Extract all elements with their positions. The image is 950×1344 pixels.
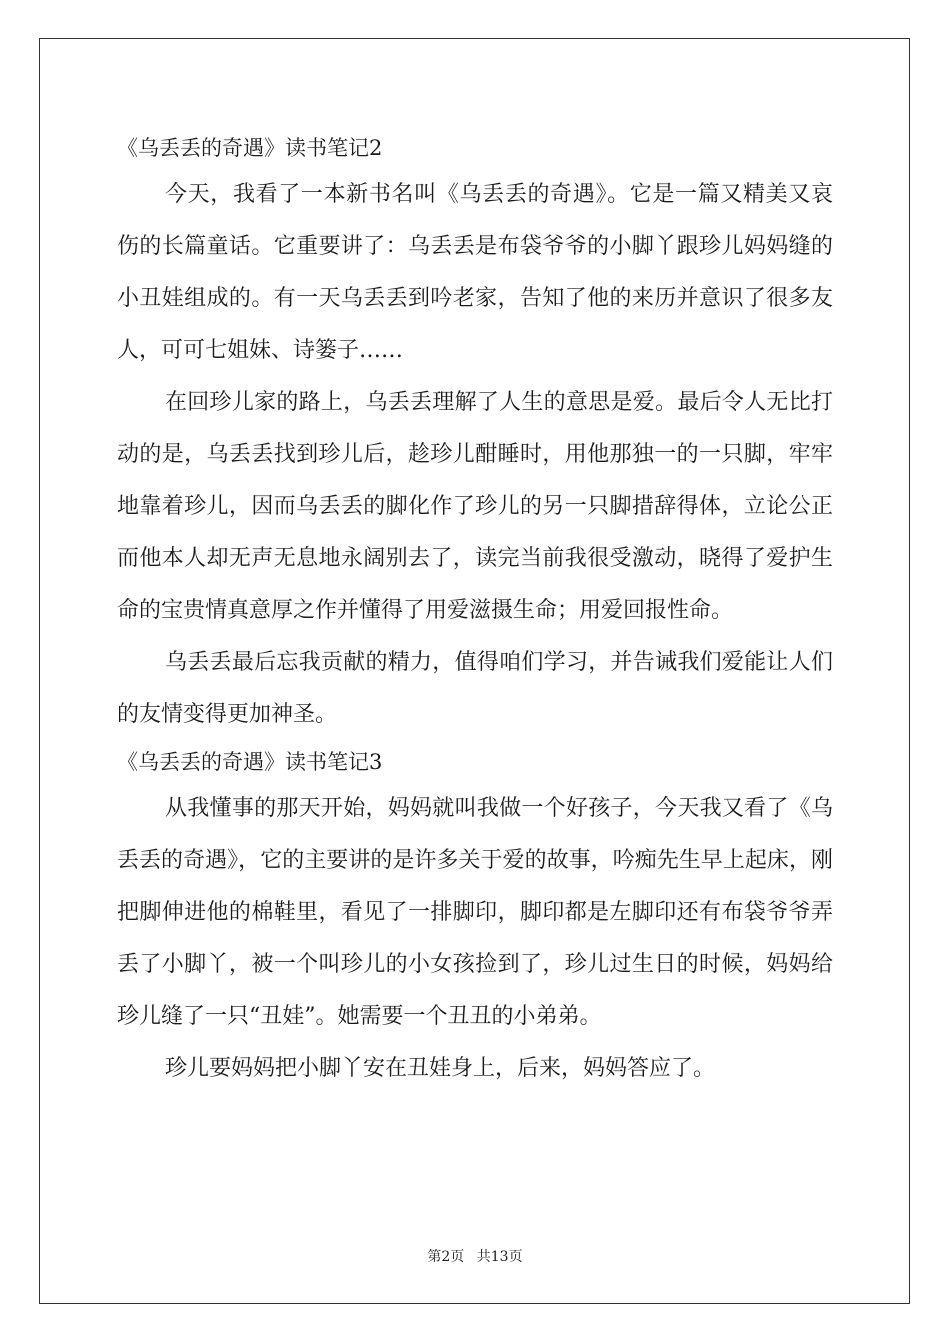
paragraph: 从我懂事的那天开始，妈妈就叫我做一个好孩子，今天我又看了《乌丢丢的奇遇》，它的主要讲的是许多关于爱的故事，吟痴先生早上起床，刚把脚伸进他的棉鞋里，看见了一排脚印，脚印都是左脚印还有布袋爷爷弄丢了小脚丫，被一个叫珍儿的小女孩捡到了，珍儿过生日的时候，妈妈给珍儿缝了一只“丑娃”。她需要一个丑丑的小弟弟。 [117, 796, 833, 1029]
document-body [117, 127, 833, 1095]
paragraph: 在回珍儿家的路上，乌丢丢理解了人生的意思是爱。最后令人无比打动的是，乌丢丢找到珍儿后，趁珍儿酣睡时，用他那独一的一只脚，牢牢地靠着珍儿，因而乌丢丢的脚化作了珍儿的另一只脚措辞得体，立论公正而他本人却无声无息地永阔别去了，读完当前我很受激动，晓得了爱护生命的宝贵情真意厚之作并懂得了用爱滋摄生命；用爱回报性命。 [117, 390, 833, 623]
page-total: 共13页 [476, 1249, 523, 1265]
paragraph: 珍儿要妈妈把小脚丫安在丑娃身上，后来，妈妈答应了。 [165, 1056, 716, 1081]
section-heading: 《乌丢丢的奇遇》读书笔记2 [117, 136, 383, 160]
page-number: 第2页 [427, 1249, 465, 1265]
page-footer [0, 1246, 950, 1266]
paragraph: 乌丢丢最后忘我贡献的精力，值得咱们学习，并告诫我们爱能让人们的友情变得更加神圣。 [117, 650, 833, 727]
paragraph: 今天，我看了一本新书名叫《乌丢丢的奇遇》。它是一篇又精美又哀伤的长篇童话。它重要讲了：乌丢丢是布袋爷爷的小脚丫跟珍儿妈妈缝的小丑娃组成的。有一天乌丢丢到吟老家，告知了他的来历并意识了很多友人，可可七姐妹、诗篓子…… [117, 182, 833, 363]
section-heading: 《乌丢丢的奇遇》读书笔记3 [117, 750, 383, 774]
